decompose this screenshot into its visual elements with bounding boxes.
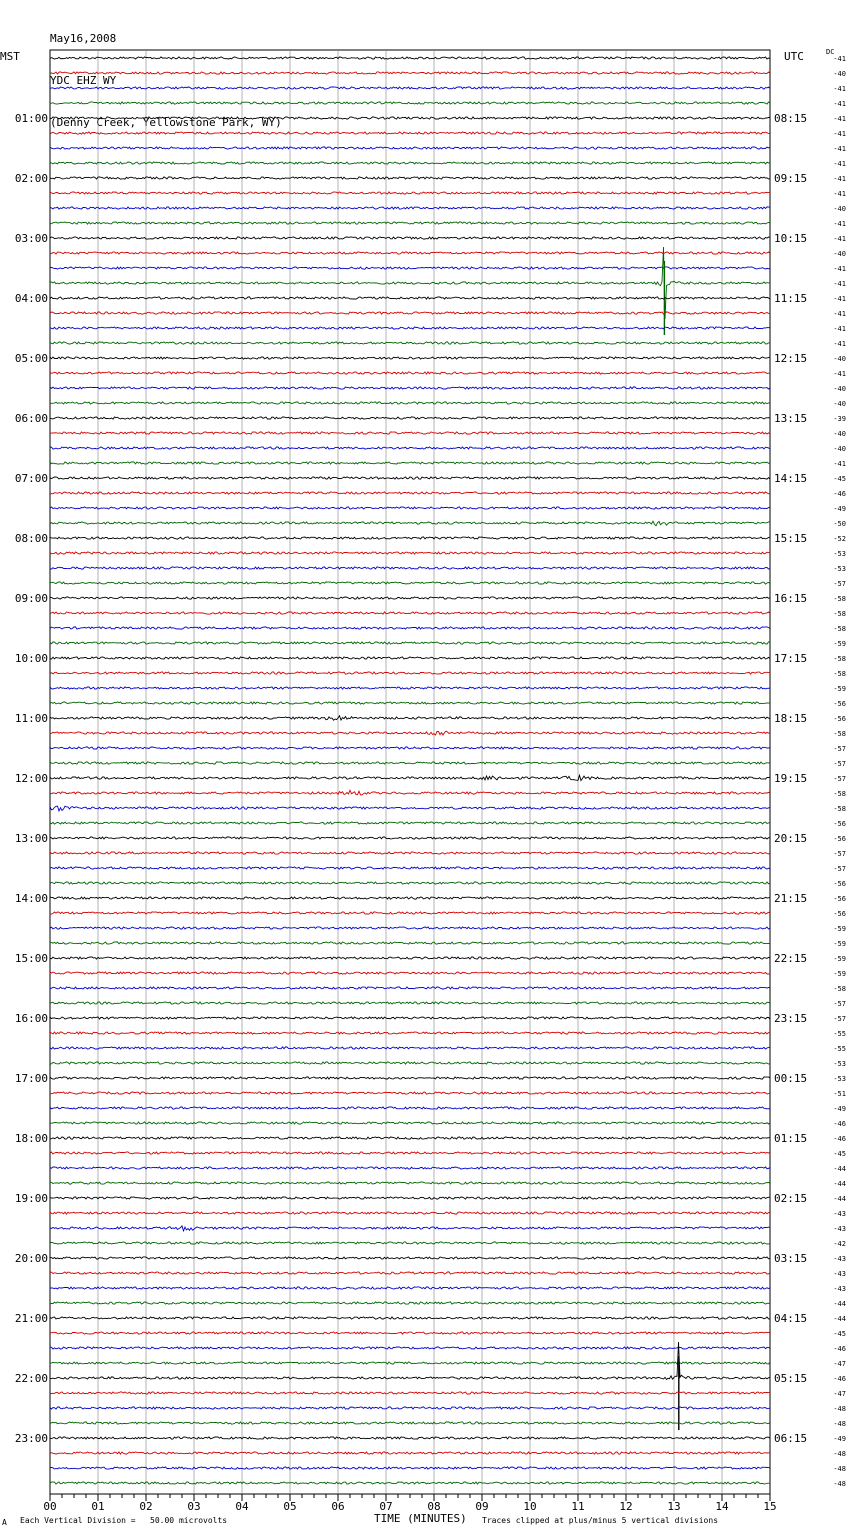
dc-offset-label: -58 <box>833 610 846 618</box>
right-hour-label: 23:15 <box>774 1012 808 1025</box>
dc-offset-label: -41 <box>833 280 846 288</box>
seismic-trace <box>50 87 770 89</box>
dc-offset-label: -50 <box>833 520 846 528</box>
seismic-trace <box>50 1272 770 1274</box>
seismic-trace <box>50 1137 770 1139</box>
x-tick-label: 01 <box>91 1500 105 1513</box>
left-hour-label: 19:00 <box>14 1192 48 1205</box>
left-hour-label: 07:00 <box>14 472 48 485</box>
dc-header-label: DC <box>826 48 835 56</box>
seismic-trace <box>50 521 770 526</box>
dc-offset-label: -43 <box>833 1225 846 1233</box>
seismic-trace <box>50 1242 770 1244</box>
dc-offset-label: -42 <box>833 1240 846 1248</box>
dc-offset-label: -45 <box>833 475 846 483</box>
x-tick-label: 12 <box>619 1500 633 1513</box>
seismic-trace <box>50 402 770 404</box>
dc-offset-label: -41 <box>833 160 846 168</box>
left-hour-label: 03:00 <box>14 232 48 245</box>
dc-offset-label: -57 <box>833 580 846 588</box>
dc-offset-label: -40 <box>833 445 846 453</box>
seismic-trace <box>50 1062 770 1064</box>
right-hour-label: 01:15 <box>774 1132 808 1145</box>
dc-offset-label: -41 <box>833 175 846 183</box>
dc-offset-label: -57 <box>833 1015 846 1023</box>
seismic-trace <box>50 957 770 959</box>
dc-offset-label: -43 <box>833 1285 846 1293</box>
dc-offset-label: -49 <box>833 1435 846 1443</box>
x-tick-label: 04 <box>235 1500 249 1513</box>
seismic-trace <box>50 177 770 179</box>
seismic-trace <box>50 1002 770 1004</box>
seismic-trace <box>50 822 770 824</box>
dc-offset-label: -56 <box>833 820 846 828</box>
seismic-trace <box>50 1302 770 1304</box>
seismic-trace <box>50 687 770 689</box>
station-label: YDC EHZ WY <box>50 74 117 87</box>
x-tick-label: 06 <box>331 1500 345 1513</box>
dc-offset-label: -46 <box>833 1135 846 1143</box>
dc-offset-label: -41 <box>833 295 846 303</box>
dc-offset-label: -59 <box>833 640 846 648</box>
seismic-trace <box>50 1212 770 1214</box>
seismic-trace <box>50 492 770 494</box>
seismic-trace <box>50 162 770 164</box>
seismic-trace <box>50 1047 770 1049</box>
seismic-trace <box>50 1182 770 1184</box>
seismic-trace <box>50 1032 770 1034</box>
seismic-trace <box>50 252 770 254</box>
left-hour-label: 20:00 <box>14 1252 48 1265</box>
seismic-trace <box>50 597 770 599</box>
dc-offset-label: -48 <box>833 1465 846 1473</box>
dc-offset-label: -43 <box>833 1255 846 1263</box>
dc-offset-label: -57 <box>833 865 846 873</box>
dc-offset-label: -41 <box>833 55 846 63</box>
dc-offset-label: -48 <box>833 1405 846 1413</box>
dc-offset-label: -59 <box>833 970 846 978</box>
left-hour-label: 15:00 <box>14 952 48 965</box>
dc-offset-label: -40 <box>833 385 846 393</box>
left-hour-label: 16:00 <box>14 1012 48 1025</box>
dc-offset-label: -40 <box>833 205 846 213</box>
left-hour-label: 17:00 <box>14 1072 48 1085</box>
seismic-trace <box>50 790 770 795</box>
dc-offset-label: -56 <box>833 880 846 888</box>
dc-offset-label: -56 <box>833 835 846 843</box>
seismic-trace <box>50 762 770 764</box>
dc-offset-label: -43 <box>833 1210 846 1218</box>
dc-offset-label: -46 <box>833 490 846 498</box>
dc-offset-label: -47 <box>833 1390 846 1398</box>
right-timezone-label: UTC <box>784 50 804 63</box>
seismic-trace <box>50 387 770 389</box>
x-tick-label: 14 <box>715 1500 729 1513</box>
dc-offset-label: -40 <box>833 250 846 258</box>
right-hour-label: 05:15 <box>774 1372 808 1385</box>
dc-offset-label: -41 <box>833 340 846 348</box>
seismic-trace <box>50 612 770 614</box>
left-hour-label: 09:00 <box>14 592 48 605</box>
dc-offset-label: -53 <box>833 565 846 573</box>
clip-note: Traces clipped at plus/minus 5 vertical divisions <box>482 1516 719 1525</box>
seismic-trace <box>50 192 770 194</box>
seismic-trace <box>50 627 770 629</box>
seismic-trace <box>50 775 770 780</box>
right-hour-label: 16:15 <box>774 592 808 605</box>
x-axis-title: TIME (MINUTES) <box>374 1512 467 1525</box>
dc-offset-label: -40 <box>833 430 846 438</box>
seismic-trace <box>50 1347 770 1349</box>
seismic-trace <box>50 927 770 929</box>
dc-offset-label: -40 <box>833 70 846 78</box>
dc-offset-label: -57 <box>833 1000 846 1008</box>
seismic-trace <box>50 57 770 59</box>
right-hour-label: 22:15 <box>774 952 808 965</box>
x-tick-label: 11 <box>571 1500 585 1513</box>
dc-offset-label: -40 <box>833 400 846 408</box>
seismic-trace <box>50 1287 770 1289</box>
seismic-trace <box>50 432 770 434</box>
dc-offset-label: -47 <box>833 1360 846 1368</box>
seismic-trace <box>50 987 770 989</box>
right-hour-label: 15:15 <box>774 532 808 545</box>
seismic-trace <box>50 1362 770 1364</box>
seismic-trace <box>50 312 770 314</box>
left-hour-label: 01:00 <box>14 112 48 125</box>
dc-offset-label: -52 <box>833 535 846 543</box>
left-hour-label: 02:00 <box>14 172 48 185</box>
dc-offset-label: -48 <box>833 1480 846 1488</box>
dc-offset-label: -57 <box>833 745 846 753</box>
seismic-trace <box>50 237 770 239</box>
dc-offset-label: -58 <box>833 670 846 678</box>
seismic-trace <box>50 507 770 509</box>
scale-note: Each Vertical Division = 50.00 microvolts <box>20 1516 228 1525</box>
location-label: (Denny Creek, Yellowstone Park, WY) <box>50 116 282 129</box>
seismic-trace <box>50 716 770 720</box>
seismic-trace <box>50 462 770 464</box>
dc-offset-label: -41 <box>833 115 846 123</box>
seismic-trace <box>50 1107 770 1109</box>
dc-offset-label: -49 <box>833 1105 846 1113</box>
right-hour-label: 13:15 <box>774 412 808 425</box>
left-hour-label: 11:00 <box>14 712 48 725</box>
seismic-trace <box>50 247 770 319</box>
right-hour-label: 11:15 <box>774 292 808 305</box>
seismic-trace <box>50 222 770 224</box>
dc-offset-label: -44 <box>833 1300 846 1308</box>
seismic-trace <box>50 1392 770 1394</box>
seismic-trace <box>50 702 770 704</box>
left-hour-label: 22:00 <box>14 1372 48 1385</box>
dc-offset-label: -48 <box>833 1450 846 1458</box>
left-hour-label: 10:00 <box>14 652 48 665</box>
dc-offset-label: -41 <box>833 325 846 333</box>
dc-offset-label: -40 <box>833 355 846 363</box>
seismic-trace <box>50 1257 770 1259</box>
seismic-trace <box>50 1197 770 1199</box>
dc-offset-label: -41 <box>833 220 846 228</box>
right-hour-label: 20:15 <box>774 832 808 845</box>
seismic-trace <box>50 806 770 811</box>
left-hour-label: 06:00 <box>14 412 48 425</box>
seismic-trace <box>50 1167 770 1169</box>
dc-offset-label: -58 <box>833 985 846 993</box>
right-hour-label: 17:15 <box>774 652 808 665</box>
seismic-trace <box>50 582 770 584</box>
seismic-trace <box>50 1122 770 1124</box>
dc-offset-label: -39 <box>833 415 846 423</box>
right-hour-label: 02:15 <box>774 1192 808 1205</box>
right-hour-label: 18:15 <box>774 712 808 725</box>
right-hour-label: 06:15 <box>774 1432 808 1445</box>
dc-offset-label: -59 <box>833 925 846 933</box>
seismic-trace <box>50 1092 770 1094</box>
seismic-trace <box>50 102 770 104</box>
dc-offset-label: -55 <box>833 1045 846 1053</box>
right-hour-label: 14:15 <box>774 472 808 485</box>
seismic-trace <box>50 1422 770 1424</box>
seismic-trace <box>50 117 770 119</box>
dc-offset-label: -59 <box>833 940 846 948</box>
dc-offset-label: -41 <box>833 100 846 108</box>
seismic-trace <box>50 297 770 299</box>
dc-offset-label: -41 <box>833 265 846 273</box>
right-hour-label: 12:15 <box>774 352 808 365</box>
dc-offset-label: -45 <box>833 1330 846 1338</box>
seismic-trace <box>50 477 770 479</box>
dc-offset-label: -57 <box>833 760 846 768</box>
dc-offset-label: -58 <box>833 625 846 633</box>
x-tick-label: 07 <box>379 1500 393 1513</box>
seismic-trace <box>50 447 770 449</box>
left-hour-label: 21:00 <box>14 1312 48 1325</box>
seismic-trace <box>50 672 770 674</box>
dc-offset-label: -41 <box>833 235 846 243</box>
dc-offset-label: -58 <box>833 730 846 738</box>
dc-offset-label: -56 <box>833 715 846 723</box>
dc-offset-label: -58 <box>833 805 846 813</box>
seismic-trace <box>50 1482 770 1484</box>
right-hour-label: 21:15 <box>774 892 808 905</box>
dc-offset-label: -41 <box>833 145 846 153</box>
seismic-trace <box>50 1226 770 1231</box>
seismic-trace <box>50 657 770 659</box>
dc-offset-label: -41 <box>833 130 846 138</box>
seismic-trace <box>50 747 770 749</box>
seismic-trace <box>50 567 770 569</box>
seismic-trace <box>50 1407 770 1409</box>
seismic-trace <box>50 417 770 419</box>
left-hour-label: 23:00 <box>14 1432 48 1445</box>
seismic-trace <box>50 1317 770 1319</box>
dc-offset-label: -53 <box>833 1060 846 1068</box>
seismic-trace <box>50 1152 770 1154</box>
seismic-trace <box>50 731 770 735</box>
dc-offset-label: -44 <box>833 1180 846 1188</box>
seismic-trace <box>50 132 770 134</box>
seismic-trace <box>50 942 770 944</box>
seismic-trace <box>50 552 770 554</box>
dc-offset-label: -48 <box>833 1420 846 1428</box>
x-tick-label: 10 <box>523 1500 537 1513</box>
dc-offset-label: -41 <box>833 85 846 93</box>
seismic-trace <box>50 327 770 329</box>
right-hour-label: 10:15 <box>774 232 808 245</box>
x-tick-label: 09 <box>475 1500 489 1513</box>
seismic-trace <box>50 1077 770 1079</box>
right-hour-label: 08:15 <box>774 112 808 125</box>
seismic-trace <box>50 1452 770 1454</box>
dc-offset-label: -41 <box>833 310 846 318</box>
seismic-trace <box>50 537 770 539</box>
left-hour-label: 14:00 <box>14 892 48 905</box>
left-hour-label: 08:00 <box>14 532 48 545</box>
dc-offset-label: -58 <box>833 790 846 798</box>
seismic-trace <box>50 1467 770 1469</box>
left-hour-label: 18:00 <box>14 1132 48 1145</box>
seismic-trace <box>50 72 770 74</box>
dc-offset-label: -41 <box>833 190 846 198</box>
x-tick-label: 00 <box>43 1500 57 1513</box>
dc-offset-label: -51 <box>833 1090 846 1098</box>
seismic-trace <box>50 1332 770 1334</box>
dc-offset-label: -44 <box>833 1195 846 1203</box>
seismic-trace <box>50 372 770 374</box>
dc-offset-label: -43 <box>833 1270 846 1278</box>
seismic-trace <box>50 852 770 854</box>
dc-offset-label: -56 <box>833 700 846 708</box>
seismic-trace <box>50 267 770 269</box>
seismic-trace <box>50 642 770 644</box>
dc-offset-label: -59 <box>833 955 846 963</box>
dc-offset-label: -56 <box>833 895 846 903</box>
seismic-trace <box>50 972 770 974</box>
dc-offset-label: -59 <box>833 685 846 693</box>
left-timezone-label: MST <box>0 50 20 63</box>
seismic-trace <box>50 357 770 359</box>
dc-offset-label: -49 <box>833 505 846 513</box>
right-hour-label: 03:15 <box>774 1252 808 1265</box>
x-tick-label: 03 <box>187 1500 201 1513</box>
seismic-trace <box>50 207 770 209</box>
dc-offset-label: -53 <box>833 550 846 558</box>
dc-offset-label: -53 <box>833 1075 846 1083</box>
right-hour-label: 19:15 <box>774 772 808 785</box>
seismic-trace <box>50 867 770 869</box>
dc-offset-label: -46 <box>833 1345 846 1353</box>
dc-offset-label: -57 <box>833 850 846 858</box>
dc-offset-label: -41 <box>833 370 846 378</box>
left-hour-label: 12:00 <box>14 772 48 785</box>
seismic-trace <box>50 147 770 149</box>
corner-mark: A <box>2 1518 7 1527</box>
right-hour-label: 09:15 <box>774 172 808 185</box>
dc-offset-label: -46 <box>833 1375 846 1383</box>
left-hour-label: 05:00 <box>14 352 48 365</box>
dc-offset-label: -46 <box>833 1120 846 1128</box>
date-label: May16,2008 <box>50 32 117 45</box>
dc-offset-label: -57 <box>833 775 846 783</box>
x-tick-label: 02 <box>139 1500 153 1513</box>
dc-offset-label: -56 <box>833 910 846 918</box>
x-tick-label: 13 <box>667 1500 681 1513</box>
seismic-trace <box>50 1017 770 1019</box>
seismic-trace <box>50 1437 770 1439</box>
dc-offset-label: -41 <box>833 460 846 468</box>
seismic-trace <box>50 897 770 899</box>
dc-offset-label: -44 <box>833 1315 846 1323</box>
right-hour-label: 00:15 <box>774 1072 808 1085</box>
dc-offset-label: -58 <box>833 655 846 663</box>
right-hour-label: 04:15 <box>774 1312 808 1325</box>
dc-offset-label: -44 <box>833 1165 846 1173</box>
x-tick-label: 15 <box>763 1500 777 1513</box>
x-tick-label: 05 <box>283 1500 297 1513</box>
left-hour-label: 04:00 <box>14 292 48 305</box>
x-tick-label: 08 <box>427 1500 441 1513</box>
dc-offset-label: -55 <box>833 1030 846 1038</box>
left-hour-label: 13:00 <box>14 832 48 845</box>
dc-offset-label: -45 <box>833 1150 846 1158</box>
seismic-trace <box>50 882 770 884</box>
dc-offset-label: -58 <box>833 595 846 603</box>
seismic-trace <box>50 912 770 914</box>
seismic-trace <box>50 837 770 839</box>
seismic-trace <box>50 342 770 344</box>
